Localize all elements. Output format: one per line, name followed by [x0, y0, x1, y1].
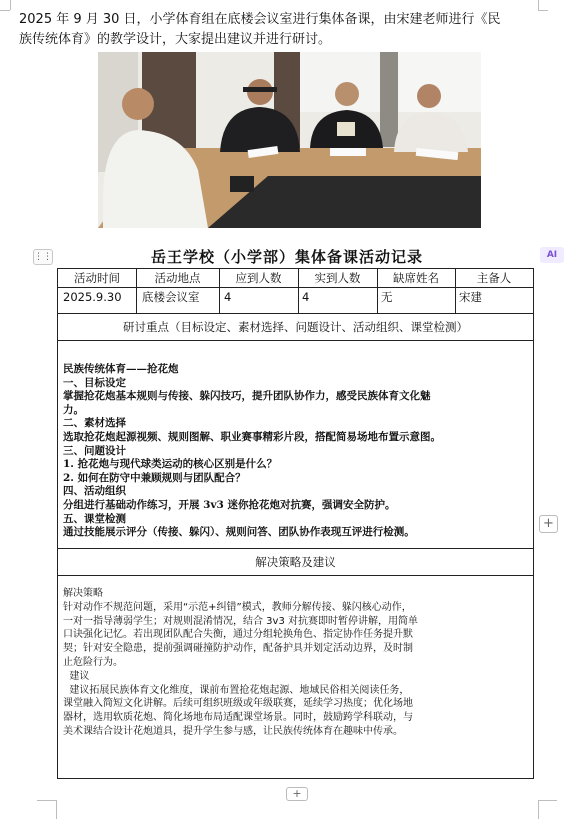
- intro-line: 族传统体育》的教学设计，大家提出建议并进行研讨。: [19, 32, 332, 47]
- focus-content: [63, 363, 529, 540]
- page-corner-mark: [538, 800, 557, 801]
- header-absentees: 缺席姓名: [393, 271, 439, 285]
- strategy-line: 课堂融入简短文化讲解。后续可组织班级或年级联赛，延续学习热度；优化场地: [63, 698, 413, 710]
- table-rule: [58, 575, 533, 576]
- strategy-line: 建议拓展民族体育文化维度，课前布置抢花炮起源、地域民俗相关阅读任务，: [63, 684, 410, 696]
- page-corner-mark: [0, 10, 10, 11]
- value-expected-count: 4: [224, 290, 232, 304]
- focus-line: 一、目标设定: [63, 376, 126, 389]
- focus-line: 分组进行基础动作练习，开展 3v3 迷你抢花炮对抗赛，强调安全防护。: [63, 498, 396, 511]
- focus-line: 二、素材选择: [63, 417, 126, 430]
- header-lead-preparer: 主备人: [476, 271, 512, 285]
- value-actual-count: 4: [302, 290, 310, 304]
- add-row-button[interactable]: +: [286, 787, 308, 801]
- strategy-line: 器材，选用软质花炮、简化场地布局适配课堂场景。同时，鼓励跨学科联动，与: [63, 712, 413, 724]
- value-activity-location: 底楼会议室: [142, 290, 200, 304]
- ai-assistant-button[interactable]: AI: [540, 247, 564, 263]
- focus-line: 三、问题设计: [63, 444, 126, 457]
- focus-line: 五、课堂检测: [63, 512, 126, 525]
- intro-line: 2025 年 9 月 30 日，小学体育组在底楼会议室进行集体备课，由宋建老师进行《民: [19, 12, 501, 27]
- page-corner-mark: [56, 800, 57, 819]
- focus-line: 力。: [63, 403, 84, 416]
- focus-line: 通过技能展示评分（传接、躲闪）、规则问答、团队协作表现互评进行检测。: [63, 526, 415, 539]
- table-rule: [58, 313, 533, 314]
- add-column-button[interactable]: +: [539, 515, 558, 533]
- intro-paragraph: [19, 10, 539, 50]
- value-activity-time: 2025.9.30: [63, 290, 122, 304]
- header-activity-location: 活动地点: [154, 271, 201, 285]
- strategy-line: 解决策略: [63, 588, 103, 599]
- page-corner-mark: [37, 800, 56, 801]
- table-rule: [58, 287, 533, 288]
- focus-line: 民族传统体育——抢花炮: [63, 363, 179, 375]
- page-corner-mark: [538, 0, 539, 10]
- focus-line: 四、活动组织: [63, 485, 126, 498]
- meeting-photo[interactable]: [98, 52, 481, 228]
- lesson-record-table: [57, 268, 534, 779]
- table-rule: [58, 548, 533, 549]
- meeting-photo-drawing: [98, 52, 481, 228]
- strategy-section-title: 解决策略及建议: [255, 555, 336, 569]
- strategy-content: [63, 587, 531, 739]
- value-absentees: 无: [381, 290, 393, 304]
- header-expected-count: 应到人数: [235, 271, 282, 285]
- focus-line: 掌握抢花炮基本规则与传接、躲闪技巧，提升团队协作力，感受民族体育文化魅: [63, 390, 431, 403]
- header-actual-count: 实到人数: [314, 271, 361, 285]
- table-rule: [58, 340, 533, 341]
- page-corner-mark: [10, 0, 11, 10]
- strategy-line: 美术课结合设计花炮道具，提升学生参与感，让民族传统体育在趣味中传承。: [63, 725, 403, 737]
- strategy-line: 契；针对安全隐患，提前强调碰撞防护动作，配备护具并划定活动边界，及时制: [63, 643, 413, 655]
- focus-line: 1. 抢花炮与现代球类运动的核心区别是什么？: [63, 458, 278, 471]
- focus-line: 选取抢花炮起源视频、规则图解、职业赛事精彩片段，搭配简易场地布置示意图。: [63, 430, 441, 443]
- strategy-line: 口诀强化记忆。若出现团队配合失衡，通过分组轮换角色、指定协作任务提升默: [63, 629, 413, 641]
- drag-handle-icon[interactable]: ⋮⋮: [33, 249, 53, 265]
- page-corner-mark: [538, 10, 548, 11]
- strategy-line: 建议: [63, 670, 90, 682]
- focus-section-title: 研讨重点（目标设定、素材选择、问题设计、活动组织、课堂检测）: [123, 320, 468, 334]
- focus-line: 2. 如何在防守中兼顾规则与团队配合？: [63, 471, 246, 484]
- page-corner-mark: [538, 800, 539, 819]
- header-activity-time: 活动时间: [74, 271, 120, 285]
- record-title: 岳王学校（小学部）集体备课活动记录: [150, 248, 423, 266]
- value-lead-preparer: 宋建: [459, 290, 482, 304]
- strategy-line: 止危险行为。: [63, 656, 123, 668]
- strategy-line: 针对动作不规范问题，采用“示范+纠错”模式，教师分解传接、躲闪核心动作，: [63, 601, 412, 613]
- strategy-line: 一对一指导薄弱学生；对规则混淆情况，结合 3v3 对抗赛即时暂停讲解，用简单: [63, 615, 418, 627]
